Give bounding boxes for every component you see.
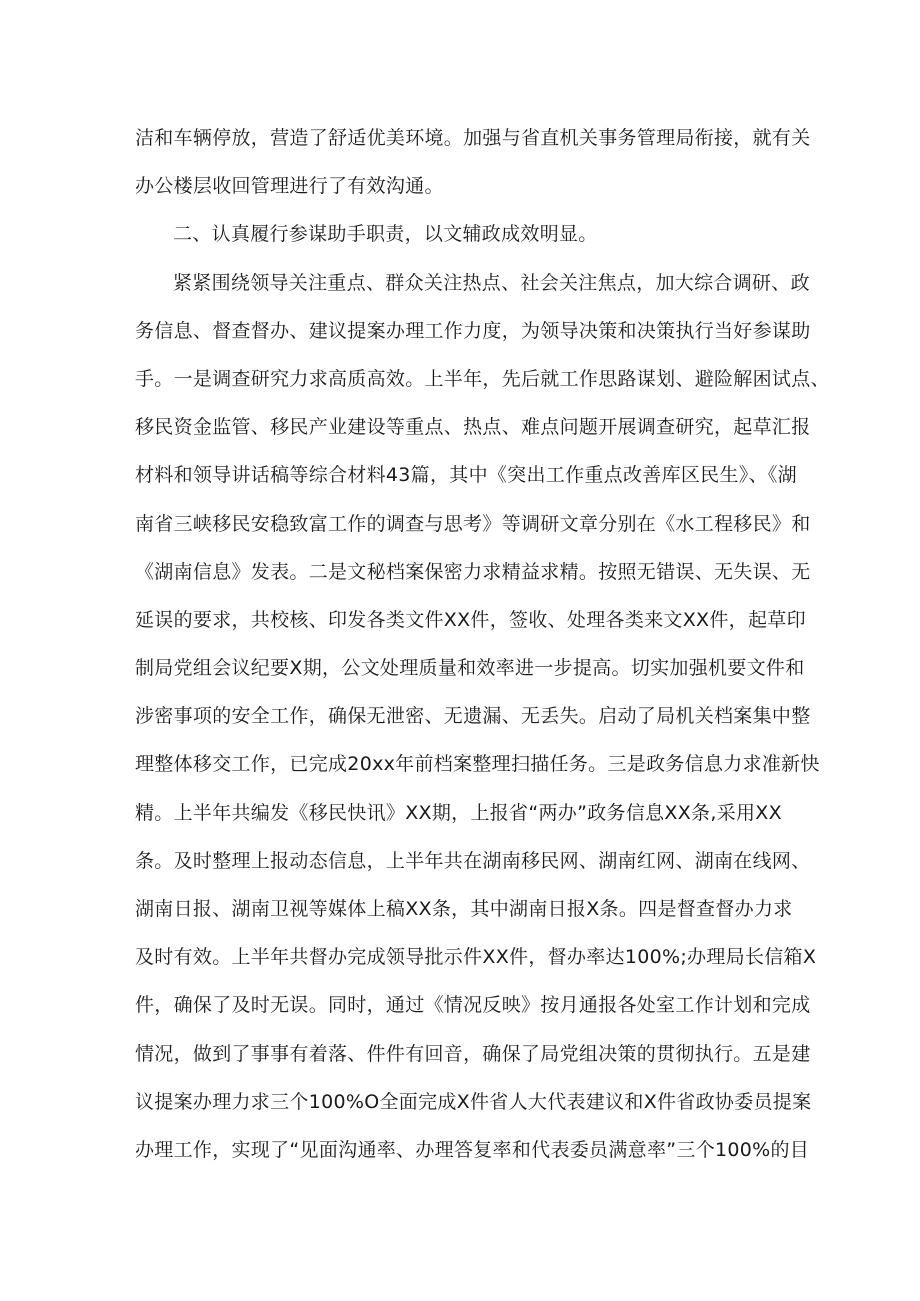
text-line: 洁和车辆停放，营造了舒适优美环境。加强与省直机关事务管理局衔接，就有关	[135, 127, 811, 149]
text-line: 延误的要求，共校核、印发各类文件XX件，签收、处理各类来文XX件，起草印	[135, 608, 806, 631]
text-line: 精。上半年共编发《移民快讯》XX期，上报省“两办”政务信息XX条,采用XX	[135, 801, 782, 824]
text-line: 务信息、督查督办、建议提案办理工作力度，为领导决策和决策执行当好参谋助	[135, 319, 811, 342]
text-line: 南省三峡移民安稳致富工作的调查与思考》等调研文章分别在《水工程移民》和	[135, 512, 811, 535]
text-line: 理整体移交工作，已完成20xx年前档案整理扫描任务。三是政务信息力求准新快	[135, 753, 820, 776]
text-line: 办理工作，实现了“见面沟通率、办理答复率和代表委员满意率”三个100%的目	[135, 1138, 810, 1161]
text-line: 议提案办理力求三个100%O全面完成X件省人大代表建议和X件省政协委员提案	[135, 1090, 812, 1113]
text-line: 办公楼层收回管理进行了有效沟通。	[135, 175, 444, 198]
document-body	[135, 114, 830, 1174]
text-line: 涉密事项的安全工作，确保无泄密、无遗漏、无丢失。启动了局机关档案集中整	[135, 705, 811, 728]
section-heading: 二、认真履行参谋助手职责，以文辅政成效明显。	[173, 223, 598, 246]
text-line: 《湖南信息》发表。二是文秘档案保密力求精益求精。按照无错误、无失误、无	[135, 560, 811, 583]
text-line: 手。一是调查研究力求高质高效。上半年，先后就工作思路谋划、避险解困试点、	[135, 367, 830, 390]
text-line: 情况，做到了事事有着落、件件有回音，确保了局党组决策的贯彻执行。五是建	[135, 1042, 811, 1065]
text-line: 及时有效。上半年共督办完成领导批示件XX件，督办率达100%;办理局长信箱X	[135, 946, 817, 969]
text-line: 移民资金监管、移民产业建设等重点、热点、难点问题开展调查研究，起草汇报	[135, 416, 811, 439]
text-line: 制局党组会议纪要X期，公文处理质量和效率进一步提高。切实加强机要文件和	[135, 657, 805, 680]
text-line: 件，确保了及时无误。同时，通过《情况反映》按月通报各处室工作计划和完成	[135, 994, 811, 1017]
text-line: 湖南日报、湖南卫视等媒体上稿XX条，其中湖南日报X条。四是督查督办力求	[135, 898, 793, 920]
text-line: 紧紧围绕领导关注重点、群众关注热点、社会关注焦点，加大综合调研、政	[173, 271, 810, 294]
text-line: 条。及时整理上报动态信息，上半年共在湖南移民网、湖南红网、湖南在线网、	[135, 849, 811, 872]
text-line: 材料和领导讲话稿等综合材料43篇，其中《突出工作重点改善库区民生》、《湖	[135, 464, 797, 487]
